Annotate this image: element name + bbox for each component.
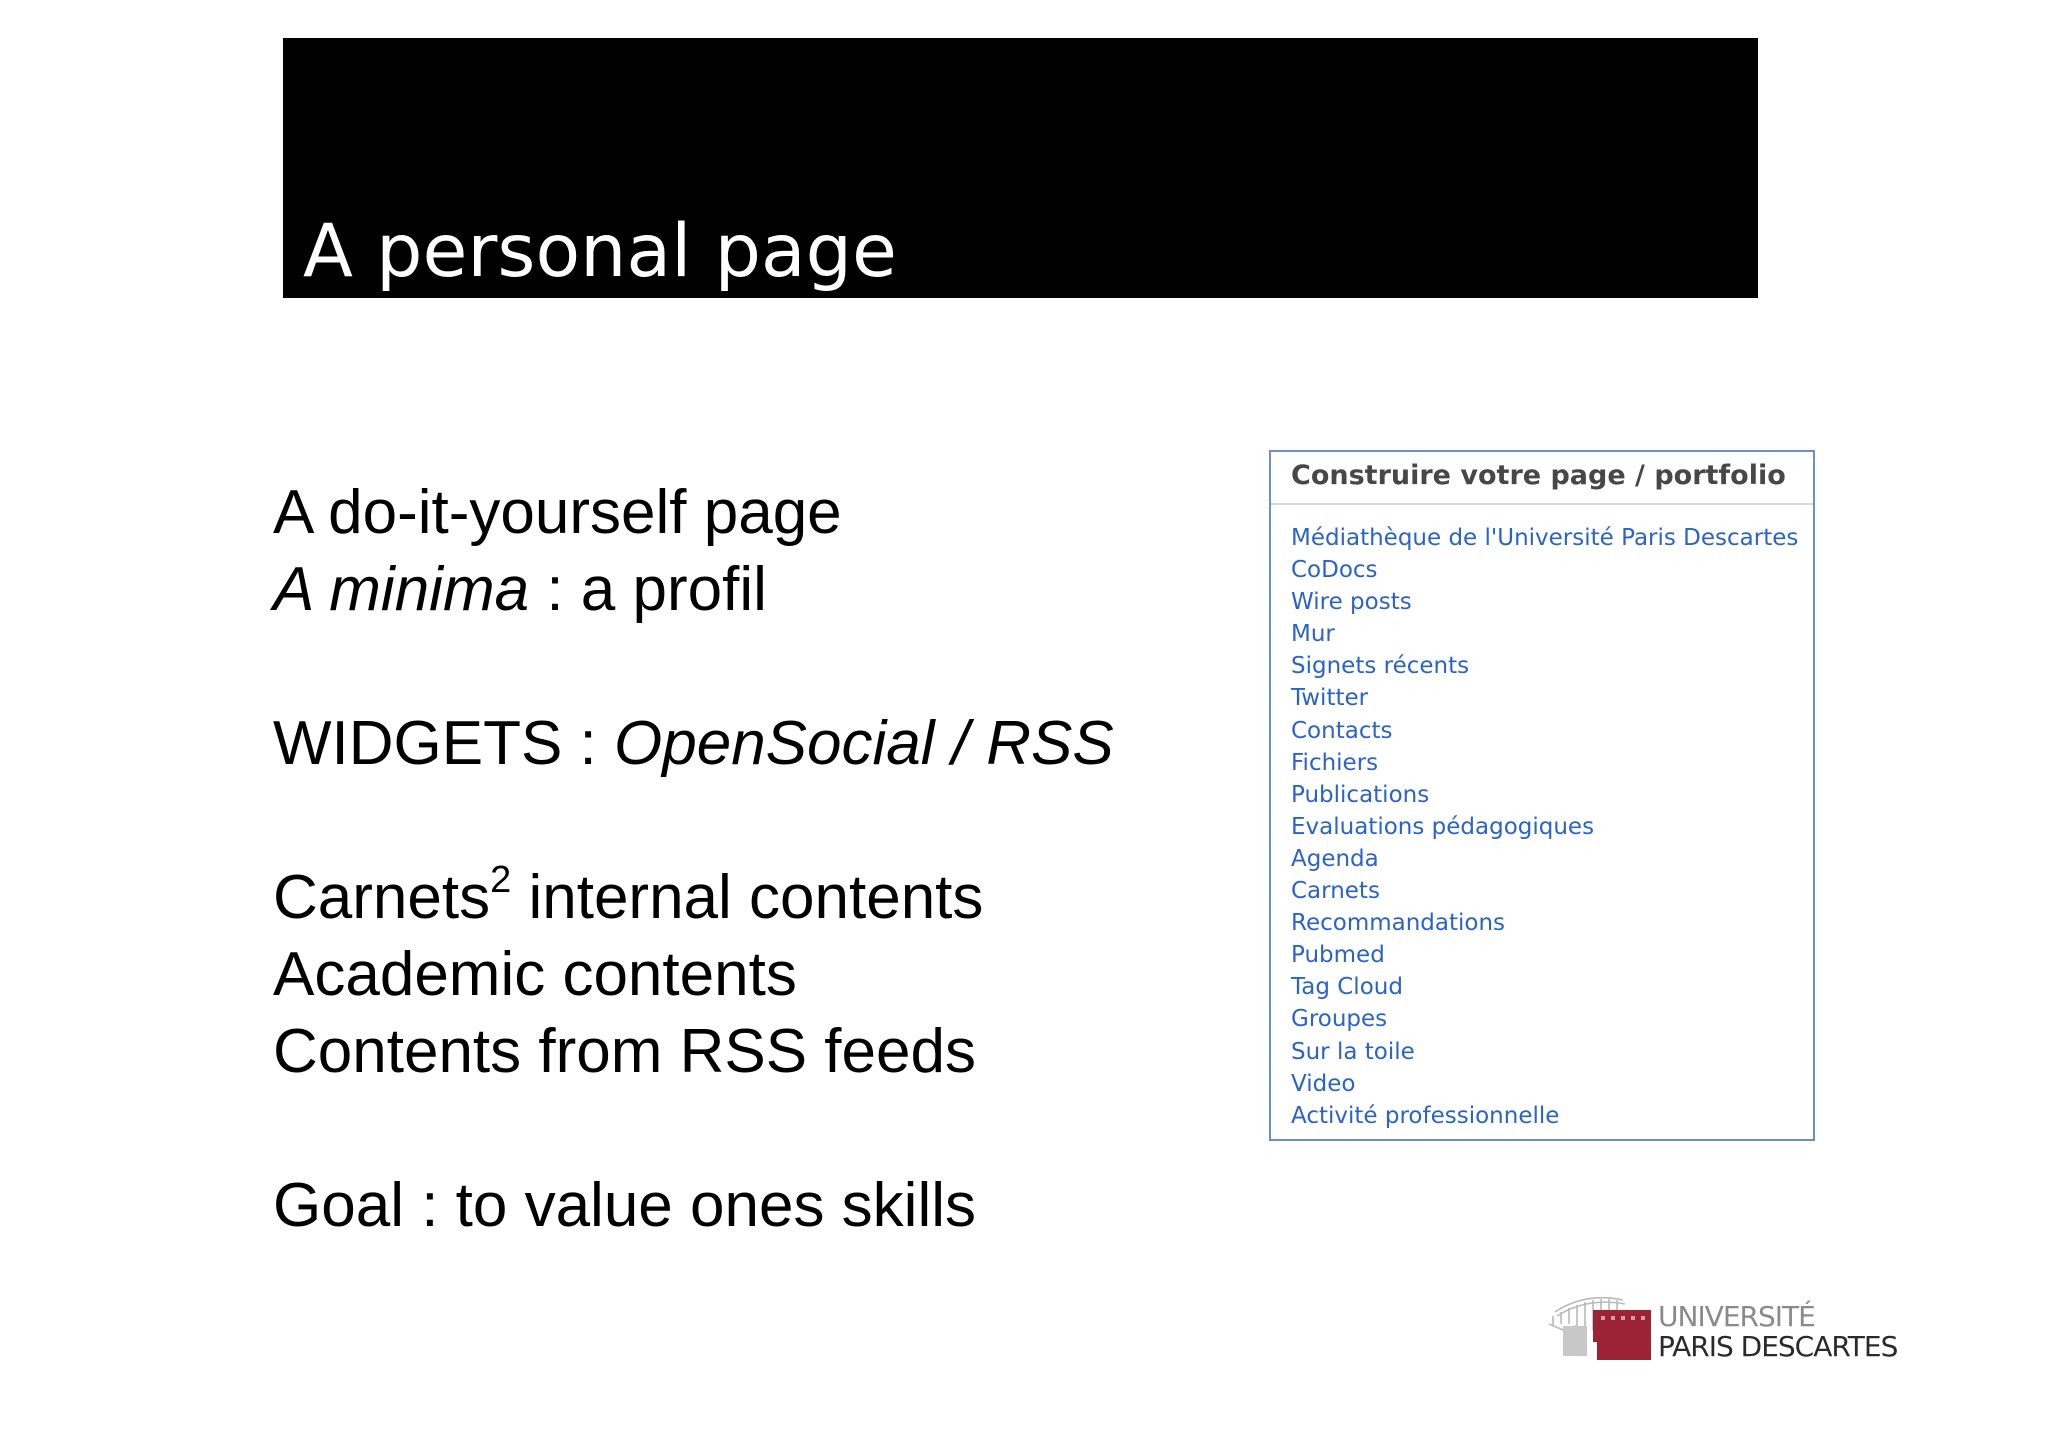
body-carnets-sup: 2 [490, 859, 512, 901]
body-line-minima [273, 551, 1173, 628]
body-line-goal [273, 1167, 1173, 1244]
logo-line-paris-descartes: PARIS DESCARTES [1658, 1330, 1898, 1363]
panel-link-item[interactable]: Twitter [1291, 685, 1369, 712]
body-gap [273, 782, 1173, 859]
university-logo-text [1658, 1302, 1897, 1362]
body-gap [273, 628, 1173, 705]
body-gap [273, 1090, 1173, 1167]
panel-link-item[interactable]: Wire posts [1291, 589, 1412, 616]
body-widgets-label: WIDGETS : [273, 709, 614, 778]
panel-link-item[interactable]: Agenda [1291, 845, 1379, 872]
body-minima-italic: A minima [273, 555, 530, 624]
body-widgets-italic: OpenSocial / RSS [614, 709, 1114, 778]
body-goal-text: Goal : to value ones skills [273, 1171, 977, 1240]
body-carnets-word: Carnets [273, 863, 491, 932]
body-line-diy [273, 474, 1173, 551]
university-logo [1545, 1290, 1898, 1363]
panel-link-item[interactable]: Sur la toile [1291, 1038, 1415, 1065]
panel-link-item[interactable]: Mur [1291, 621, 1335, 648]
body-rss-text: Contents from RSS feeds [273, 1017, 976, 1086]
body-line-diy-text: A do-it-yourself page [273, 478, 842, 547]
panel-link-item[interactable]: Publications [1291, 781, 1430, 808]
panel-link-item[interactable]: Médiathèque de l'Université Paris Descartes [1291, 525, 1799, 551]
panel-link-item[interactable]: Carnets [1291, 878, 1380, 905]
slide-title: A personal page [303, 209, 897, 294]
panel-link-list [1291, 522, 1798, 1132]
body-line-widgets [273, 705, 1173, 782]
title-banner [283, 38, 1758, 298]
panel-header: Construire votre page / portfolio [1271, 452, 1813, 505]
panel-link-item[interactable]: Activité professionnelle [1291, 1102, 1560, 1129]
panel-link-item[interactable]: Groupes [1291, 1006, 1388, 1033]
panel-link-item[interactable]: Video [1291, 1070, 1356, 1097]
portfolio-panel [1269, 450, 1815, 1141]
slide-body [273, 474, 1173, 1244]
logo-line-universite: UNIVERSITÉ [1658, 1300, 1815, 1333]
panel-link-item[interactable]: CoDocs [1291, 557, 1378, 584]
panel-link-item[interactable]: Pubmed [1291, 942, 1385, 969]
body-minima-rest: : a profil [529, 555, 767, 624]
panel-link-item[interactable]: Signets récents [1291, 653, 1470, 680]
panel-link-item[interactable]: Fichiers [1291, 749, 1379, 776]
panel-link-item[interactable]: Tag Cloud [1291, 974, 1403, 1001]
body-line-carnets [273, 859, 1173, 936]
body-line-rss [273, 1013, 1173, 1090]
body-carnets-rest: internal contents [511, 863, 984, 932]
panel-link-item[interactable]: Recommandations [1291, 910, 1506, 937]
panel-link-item[interactable]: Contacts [1291, 717, 1393, 744]
body-academic-text: Academic contents [273, 940, 797, 1009]
university-logo-icon [1545, 1290, 1660, 1362]
panel-link-item[interactable]: Evaluations pédagogiques [1291, 813, 1595, 840]
body-line-academic [273, 936, 1173, 1013]
